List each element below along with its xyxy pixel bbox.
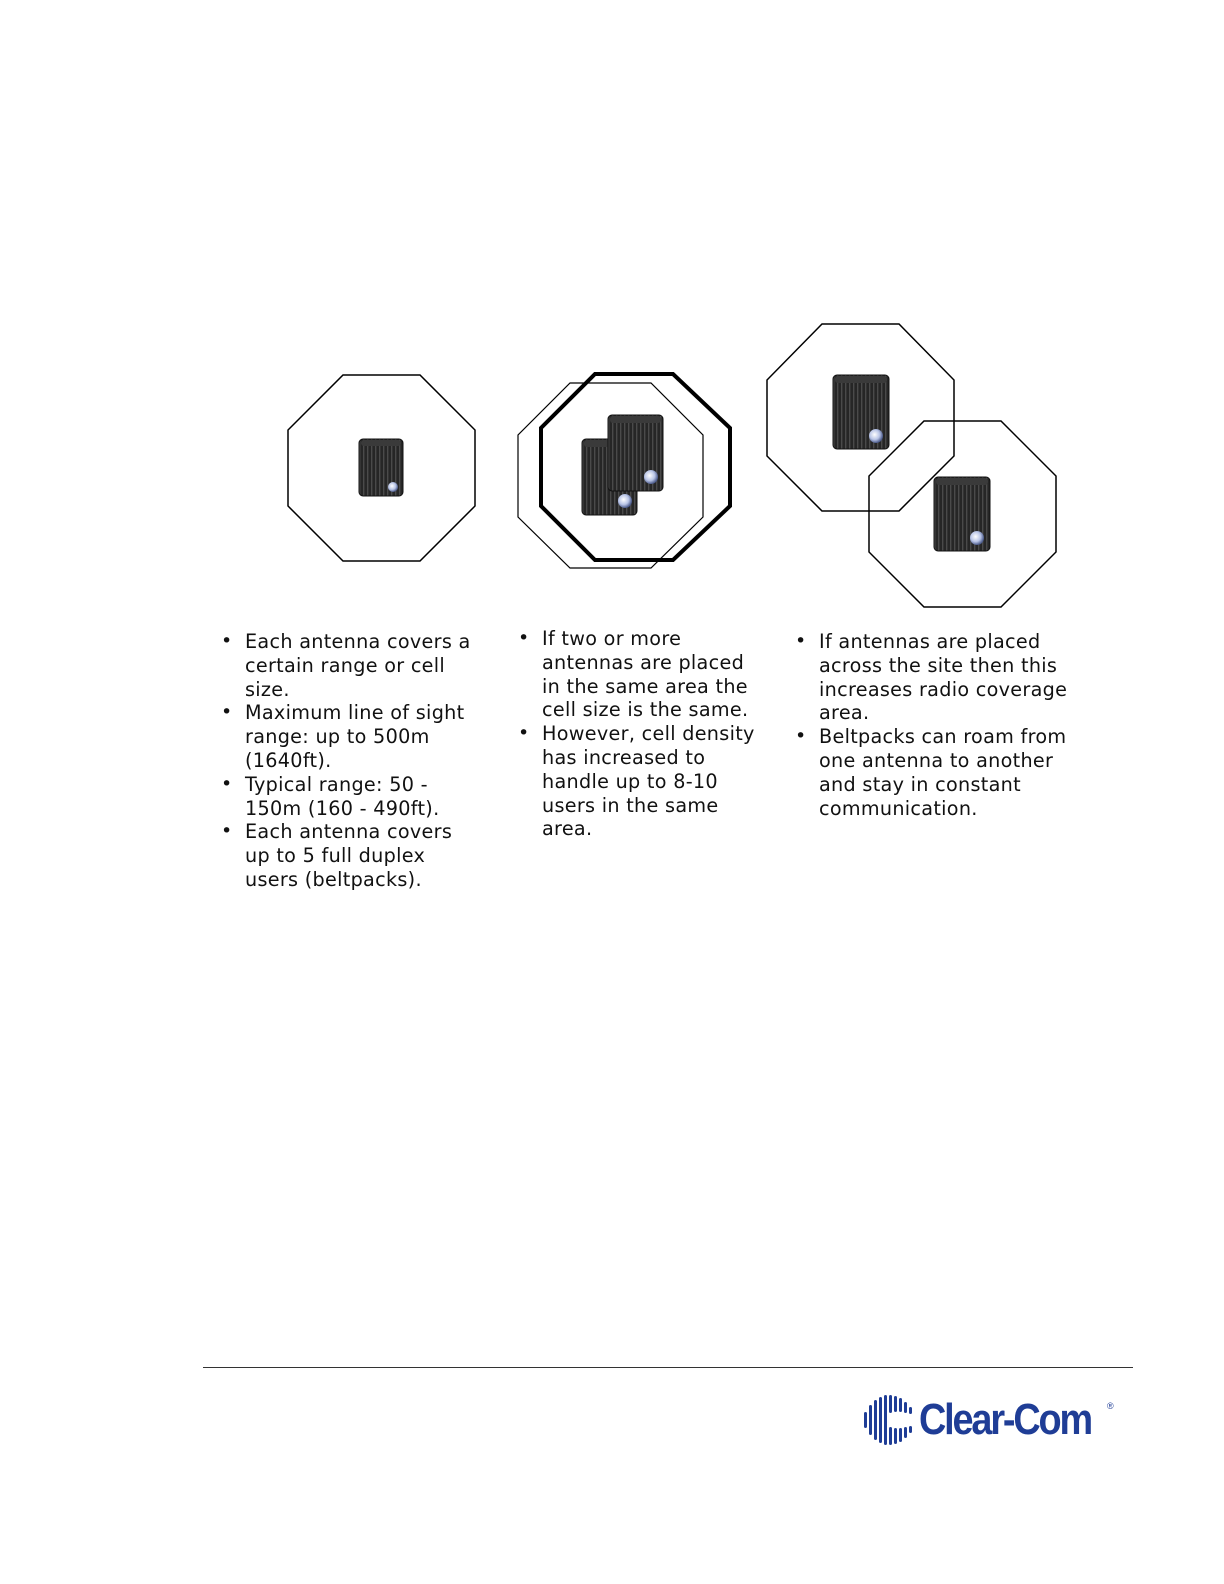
clear-com-logo [862,1393,1122,1447]
registered-mark: ® [1107,1401,1114,1411]
bullet-list-across-site [795,630,1077,820]
footer-divider [203,1367,1133,1368]
list-item: • If two or more antennas are placed in the same area the cell size is the same. [518,627,758,722]
bullet-list-single-antenna [221,630,483,892]
list-item: • Typical range: 50 - 150m (160 - 490ft). [221,773,483,821]
list-item: • If antennas are placed across the site then this increases radio coverage area. [795,630,1077,725]
antenna-icon [833,375,889,449]
panel-same-area [518,374,730,568]
panel-single-antenna [288,375,475,561]
list-item: • Each antenna covers up to 5 full duplex users (beltpacks). [221,820,483,891]
brand-name: Clear-Com [919,1395,1091,1444]
list-item: • However, cell density has increased to handle up to 8-10 users in the same area. [518,722,758,841]
list-item: • Maximum line of sight range: up to 500m (1640ft). [221,701,483,772]
clear-com-logo-icon [862,1393,916,1447]
antenna-icon [608,415,663,491]
bullet-list-same-area [518,627,758,841]
panel-across-site [767,324,1056,607]
list-item: • Beltpacks can roam from one antenna to another and stay in constant communication. [795,725,1077,820]
antenna-icon [934,477,990,551]
list-item: • Each antenna covers a certain range or cell size. [221,630,483,701]
antenna-icon [359,439,403,496]
